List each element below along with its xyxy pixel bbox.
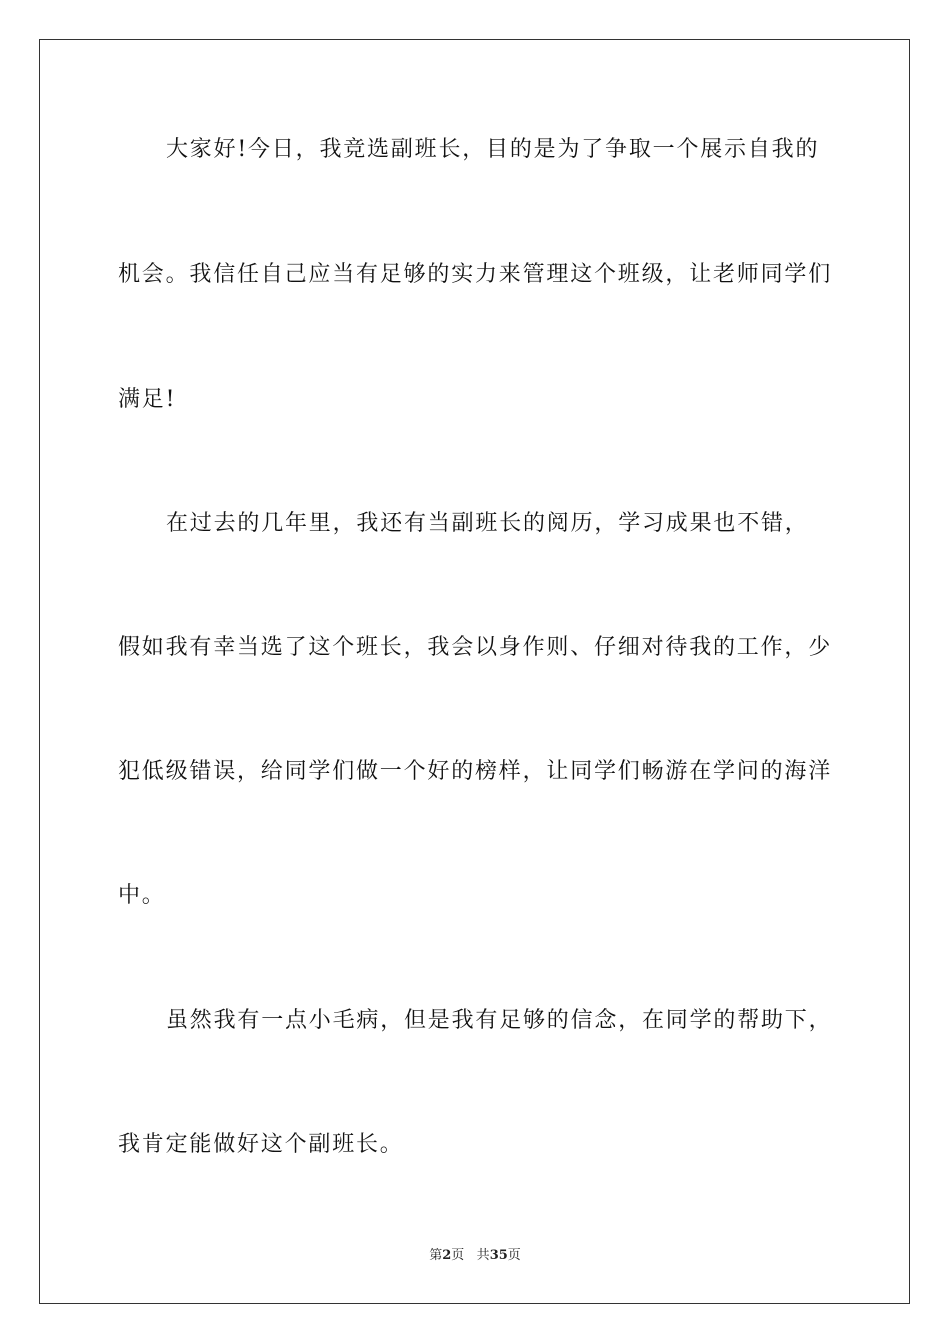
paragraph-1-line-3: 满足! — [118, 387, 177, 412]
paragraph-2-line-2: 假如我有幸当选了这个班长，我会以身作则、仔细对待我的工作，少 — [118, 635, 833, 660]
paragraph-2-line-3: 犯低级错误，给同学们做一个好的榜样，让同学们畅游在学问的海洋 — [118, 759, 833, 784]
page-number: 2 — [442, 1248, 452, 1263]
paragraph-2-line-1: 在过去的几年里，我还有当副班长的阅历，学习成果也不错， — [166, 511, 809, 536]
page-suffix: 页 — [451, 1248, 465, 1263]
paragraph-3-line-1: 虽然我有一点小毛病，但是我有足够的信念，在同学的帮助下， — [166, 1008, 833, 1033]
total-suffix: 页 — [507, 1248, 521, 1263]
paragraph-3-line-2: 我肯定能做好这个副班长。 — [118, 1132, 404, 1157]
paragraph-2-line-4: 中。 — [118, 883, 166, 908]
page-prefix: 第 — [429, 1248, 443, 1263]
page-footer — [0, 1247, 950, 1265]
paragraph-1-line-2: 机会。我信任自己应当有足够的实力来管理这个班级，让老师同学们 — [118, 262, 833, 287]
page-border — [39, 39, 910, 1304]
total-prefix: 共 — [476, 1248, 490, 1263]
total-pages: 35 — [489, 1248, 508, 1263]
paragraph-1-line-1: 大家好!今日，我竞选副班长，目的是为了争取一个展示自我的 — [166, 137, 820, 162]
